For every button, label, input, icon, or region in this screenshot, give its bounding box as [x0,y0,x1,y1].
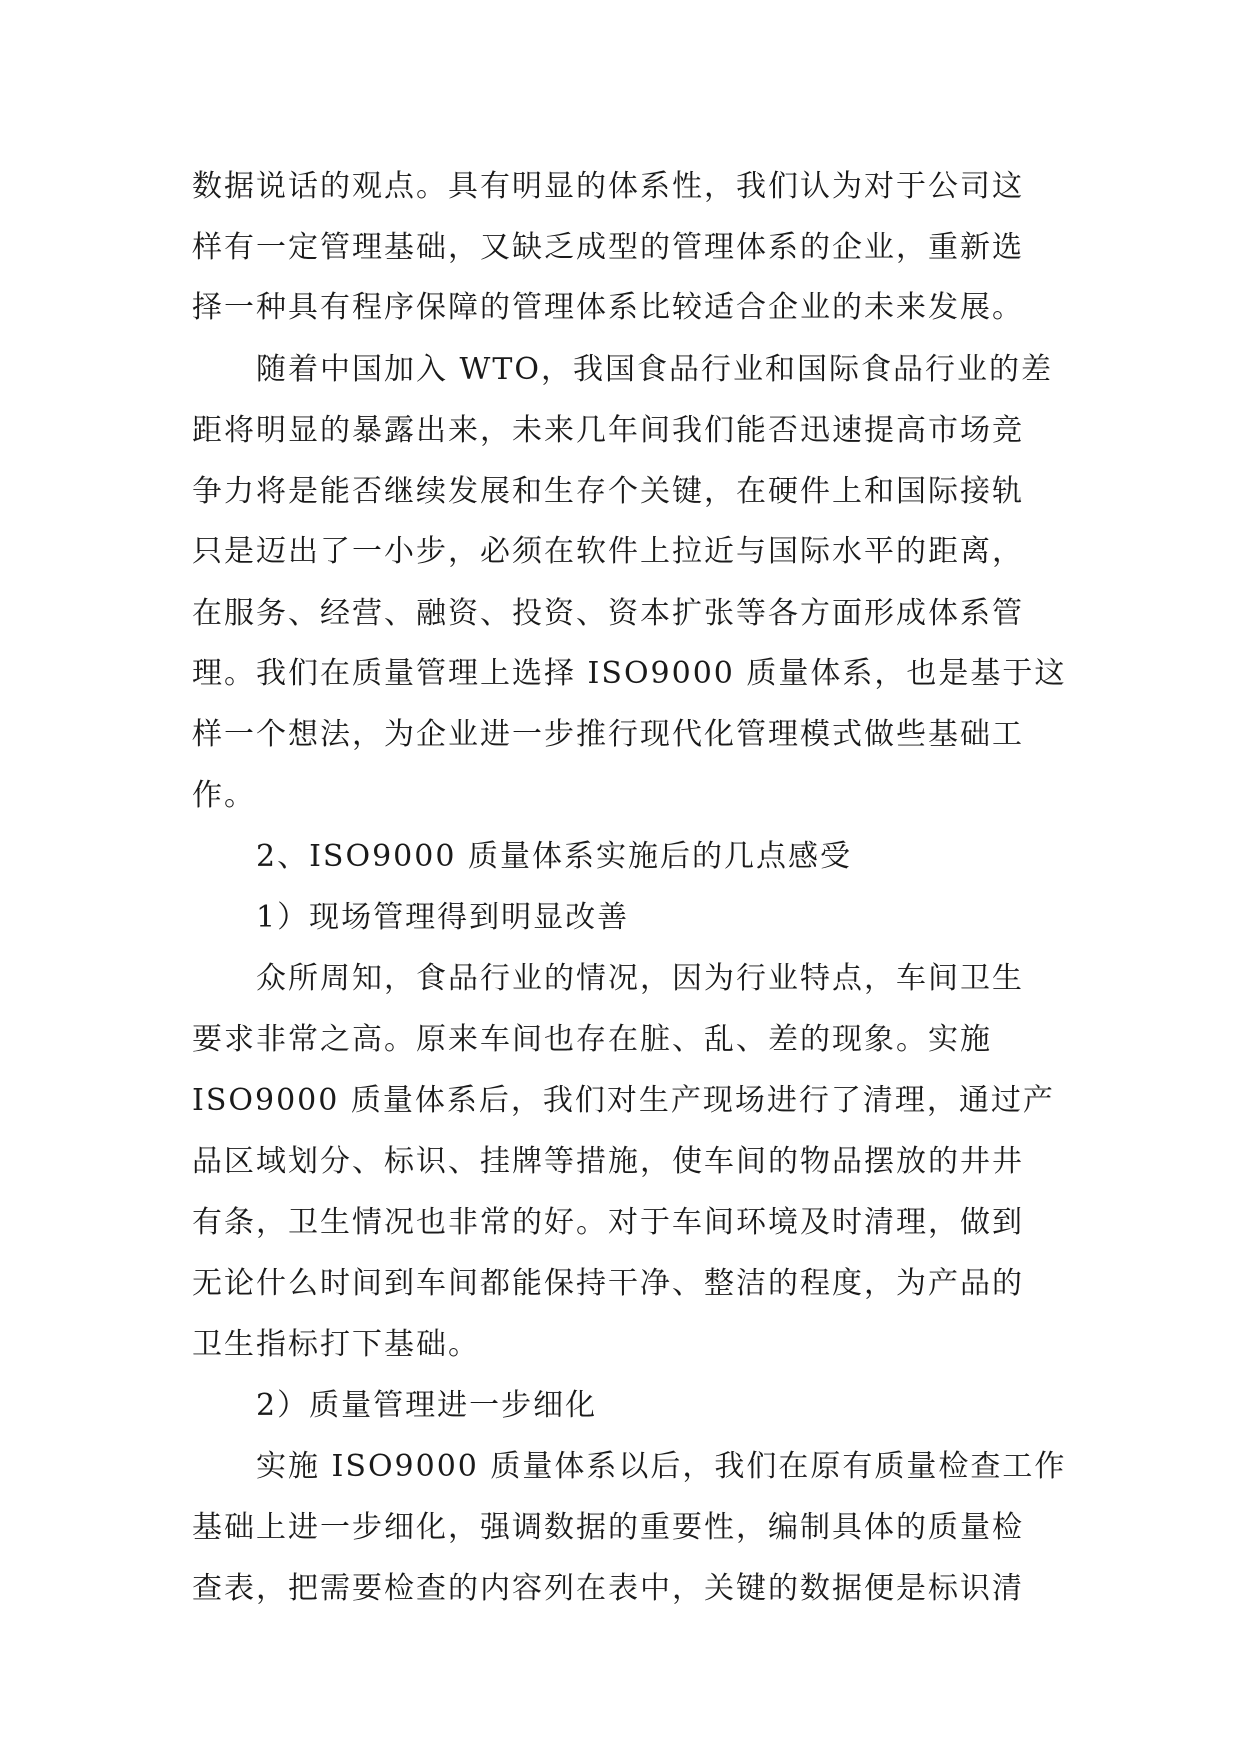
paragraph-first-line: 随着中国加入 WTO，我国食品行业和国际食品行业的差 [256,352,1053,387]
body-text-line: 品区域划分、标识、挂牌等措施，使车间的物品摆放的井井 [192,1144,1024,1179]
body-text-line: 无论什么时间到车间都能保持干净、整洁的程度，为产品的 [192,1266,1024,1301]
body-text-line: 距将明显的暴露出来，未来几年间我们能否迅速提高市场竞 [192,413,1024,448]
section-heading: 2、ISO9000 质量体系实施后的几点感受 [256,839,852,874]
body-text-line: 有条，卫生情况也非常的好。对于车间环境及时清理，做到 [192,1205,1024,1240]
body-text-line: 要求非常之高。原来车间也存在脏、乱、差的现象。实施 [192,1022,992,1057]
body-text-line: 择一种具有程序保障的管理体系比较适合企业的未来发展。 [192,290,1024,325]
paragraph-first-line: 实施 ISO9000 质量体系以后，我们在原有质量检查工作 [256,1449,1067,1484]
body-text-line: 理。我们在质量管理上选择 ISO9000 质量体系，也是基于这 [192,656,1067,691]
body-text-line: 数据说话的观点。具有明显的体系性，我们认为对于公司这 [192,169,1024,204]
body-text-line: 只是迈出了一小步，必须在软件上拉近与国际水平的距离， [192,534,1024,569]
body-text-line: 争力将是能否继续发展和生存个关键，在硬件上和国际接轨 [192,474,1024,509]
body-text-line: 样一个想法，为企业进一步推行现代化管理模式做些基础工 [192,717,1024,752]
subsection-heading: 1）现场管理得到明显改善 [256,900,630,935]
body-text-line: ISO9000 质量体系后，我们对生产现场进行了清理，通过产 [192,1083,1055,1118]
body-text-line: 样有一定管理基础，又缺乏成型的管理体系的企业，重新选 [192,230,1024,265]
body-text-line: 基础上进一步细化，强调数据的重要性，编制具体的质量检 [192,1510,1024,1545]
body-text-line: 作。 [192,778,256,813]
body-text-line: 卫生指标打下基础。 [192,1327,480,1362]
body-text-line: 查表，把需要检查的内容列在表中，关键的数据便是标识清 [192,1571,1024,1606]
body-text-line: 在服务、经营、融资、投资、资本扩张等各方面形成体系管 [192,596,1024,631]
subsection-heading: 2）质量管理进一步细化 [256,1388,598,1423]
paragraph-first-line: 众所周知，食品行业的情况，因为行业特点，车间卫生 [256,961,1024,996]
